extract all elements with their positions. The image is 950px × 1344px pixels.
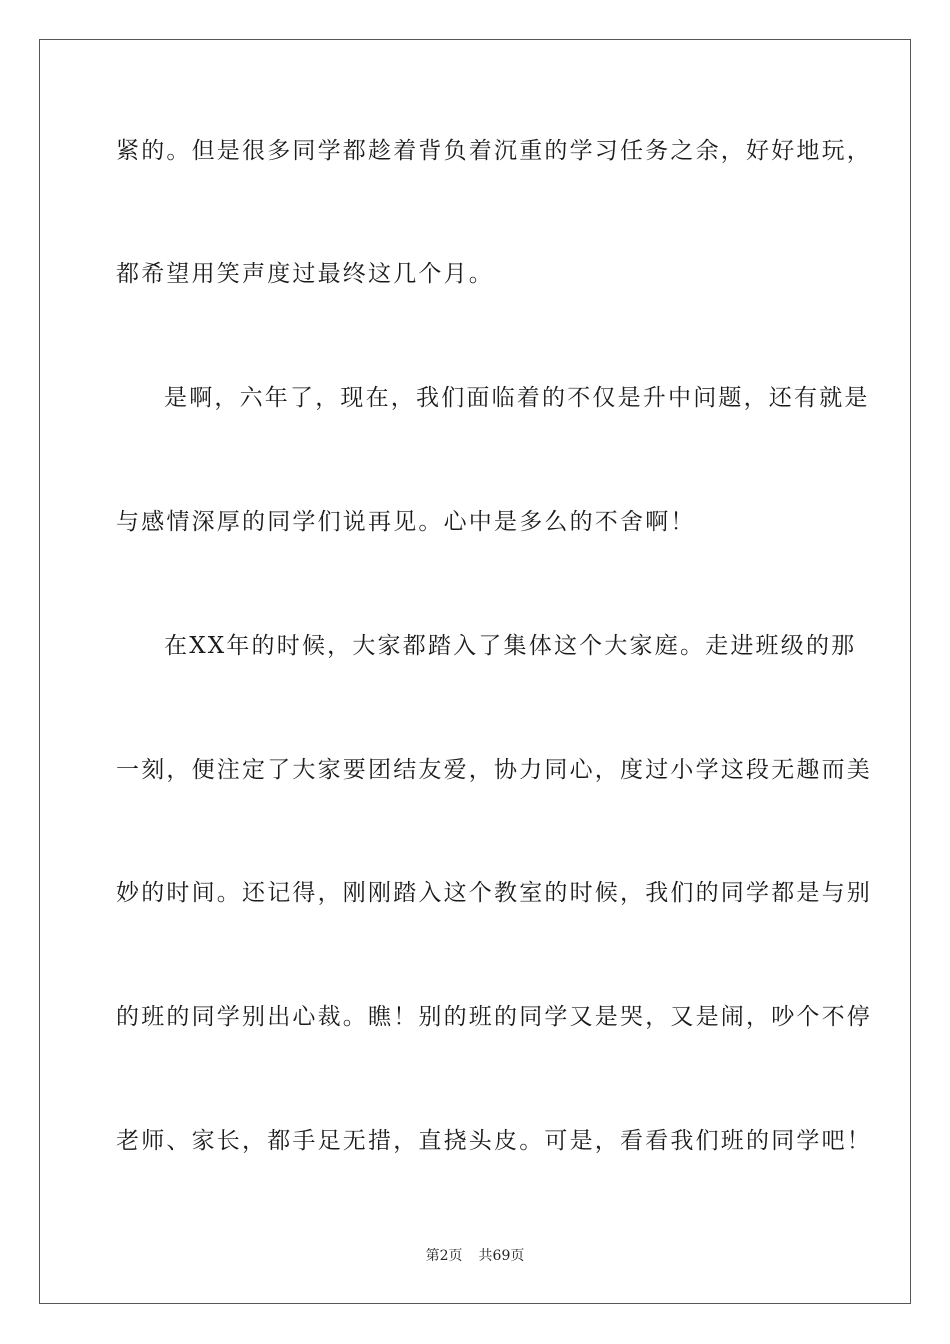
page-border bbox=[39, 39, 911, 1304]
paragraph-start-line: 是啊，六年了，现在，我们面临着的不仅是升中问题，还有就是 bbox=[164, 385, 870, 411]
total-pages: 共69页 bbox=[478, 1248, 525, 1264]
text-line: 与感情深厚的同学们说再见。心中是多么的不舍啊！ bbox=[116, 509, 696, 535]
text-line: 的班的同学别出心裁。瞧！别的班的同学又是哭，又是闹，吵个不停 bbox=[116, 1004, 872, 1030]
text-line: 老师、家长，都手足无措，直挠头皮。可是，看看我们班的同学吧！ bbox=[116, 1128, 872, 1154]
text-line: 都希望用笑声度过最终这几个月。 bbox=[116, 261, 494, 287]
paragraph-start-line: 在XX年的时候，大家都踏入了集体这个大家庭。走进班级的那 bbox=[164, 633, 857, 659]
text-line: 妙的时间。还记得，刚刚踏入这个教室的时候，我们的同学都是与别 bbox=[116, 880, 872, 906]
page-footer bbox=[0, 1247, 950, 1265]
text-line: 一刻，便注定了大家要团结友爱，协力同心，度过小学这段无趣而美 bbox=[116, 757, 872, 783]
current-page-number: 第2页 bbox=[425, 1248, 463, 1264]
text-line: 紧的。但是很多同学都趁着背负着沉重的学习任务之余，好好地玩， bbox=[116, 138, 872, 164]
